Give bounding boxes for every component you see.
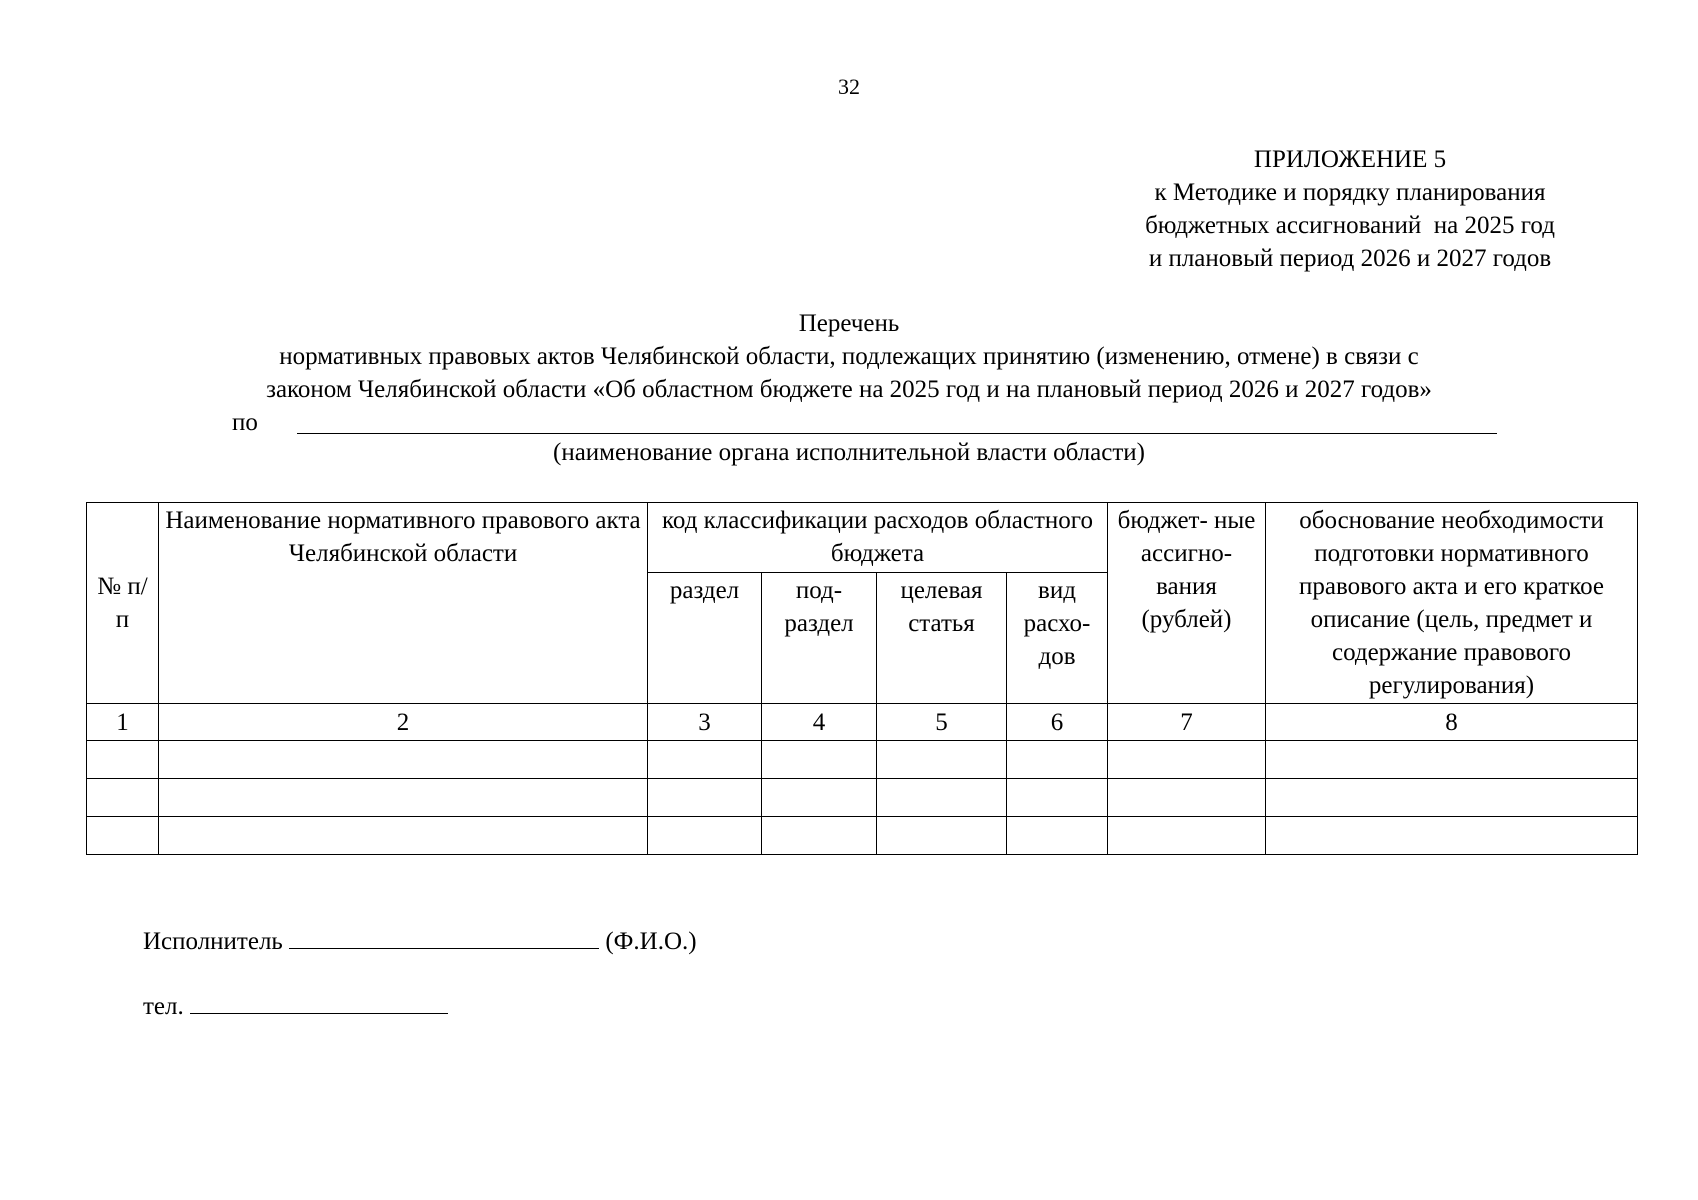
header-budget-allocations: бюджет- ные ассигно- вания (рублей) <box>1108 503 1266 704</box>
column-number: 3 <box>648 704 762 741</box>
title-line-1: Перечень <box>798 310 900 337</box>
column-number: 2 <box>159 704 648 741</box>
header-classification-code: код классификации расходов областного бюджета <box>648 503 1108 573</box>
header-section: раздел <box>648 573 762 704</box>
executor-suffix: (Ф.И.О.) <box>605 928 697 955</box>
po-label: по <box>232 409 258 436</box>
column-number-row <box>87 704 1638 741</box>
appendix-header <box>1100 143 1600 275</box>
column-number: 7 <box>1108 704 1266 741</box>
acts-table <box>86 502 1638 855</box>
executor-name-line[interactable] <box>289 922 599 949</box>
table-cell[interactable] <box>159 741 648 779</box>
empty-rows <box>87 741 1638 855</box>
phone-field <box>143 987 448 1023</box>
column-number: 4 <box>762 704 877 741</box>
header-act-name: Наименование нормативного правового акта Челябинской области <box>159 503 648 704</box>
table-cell[interactable] <box>1108 741 1266 779</box>
table-cell[interactable] <box>1266 817 1638 855</box>
appendix-line-2: бюджетных ассигнований на 2025 год <box>1145 212 1555 239</box>
table-cell[interactable] <box>87 779 159 817</box>
table-row <box>87 779 1638 817</box>
table-row <box>87 817 1638 855</box>
table-cell[interactable] <box>1108 817 1266 855</box>
column-number: 6 <box>1007 704 1108 741</box>
column-number: 8 <box>1266 704 1638 741</box>
table-cell[interactable] <box>877 817 1007 855</box>
table-cell[interactable] <box>648 741 762 779</box>
appendix-line-3: и плановый период 2026 и 2027 годов <box>1148 245 1552 272</box>
table-cell[interactable] <box>159 779 648 817</box>
phone-line[interactable] <box>190 987 448 1014</box>
table-cell[interactable] <box>1007 741 1108 779</box>
executor-signature <box>143 922 697 958</box>
table-cell[interactable] <box>87 741 159 779</box>
header-justification: обоснование необходимости подготовки нормативного правового акта и его краткое описание (цель, предмет и содержание правового регулирования) <box>1266 503 1638 704</box>
header-target-item: целевая статья <box>877 573 1007 704</box>
table-cell[interactable] <box>1266 779 1638 817</box>
table-cell[interactable] <box>87 817 159 855</box>
title-line-2: нормативных правовых актов Челябинской области, подлежащих принятию (изменению, отмене) в связи с <box>279 343 1419 370</box>
organ-name-line[interactable] <box>297 433 1497 434</box>
table-row <box>87 741 1638 779</box>
title-line-3: законом Челябинской области «Об областном бюджете на 2025 год и на плановый период 2026 и 2027 годов» <box>266 376 1432 403</box>
table-cell[interactable] <box>762 817 877 855</box>
table-cell[interactable] <box>877 779 1007 817</box>
phone-label: тел. <box>143 993 184 1020</box>
appendix-line-1: к Методике и порядку планирования <box>1154 179 1546 206</box>
page-number: 32 <box>838 74 860 99</box>
column-number: 5 <box>877 704 1007 741</box>
table-cell[interactable] <box>762 779 877 817</box>
document-title <box>150 307 1548 406</box>
table-cell[interactable] <box>648 779 762 817</box>
header-expense-type: вид расхо- дов <box>1007 573 1108 704</box>
appendix-title: ПРИЛОЖЕНИЕ 5 <box>1253 146 1447 173</box>
table-cell[interactable] <box>1108 779 1266 817</box>
table-cell[interactable] <box>1266 741 1638 779</box>
header-subsection: под- раздел <box>762 573 877 704</box>
table-cell[interactable] <box>877 741 1007 779</box>
table-cell[interactable] <box>1007 779 1108 817</box>
table-cell[interactable] <box>159 817 648 855</box>
table-cell[interactable] <box>648 817 762 855</box>
executor-label: Исполнитель <box>143 928 283 955</box>
table-cell[interactable] <box>762 741 877 779</box>
table-cell[interactable] <box>1007 817 1108 855</box>
header-row-1 <box>87 503 1638 573</box>
organ-name-caption: (наименование органа исполнительной власти области) <box>553 439 1145 466</box>
header-number: № п/п <box>87 503 159 704</box>
column-number: 1 <box>87 704 159 741</box>
